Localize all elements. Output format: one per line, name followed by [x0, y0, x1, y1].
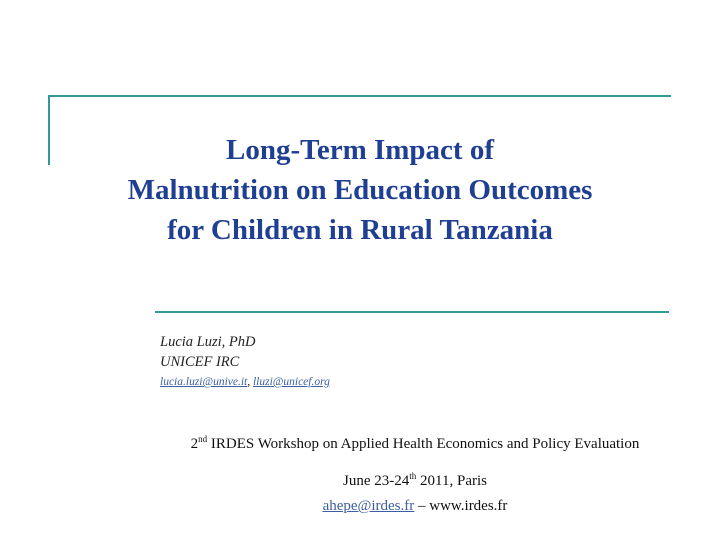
- accent-line-left: [48, 95, 50, 165]
- author-name: Lucia Luzi, PhD: [160, 334, 256, 350]
- date-rest: 2011, Paris: [416, 473, 487, 489]
- workshop-ordinal-number: 2: [190, 436, 199, 452]
- accent-line-top: [48, 95, 671, 97]
- email-separator: ,: [247, 376, 251, 388]
- contact-website: www.irdes.fr: [429, 498, 508, 514]
- author-email-link-2[interactable]: lluzi@unicef.org: [252, 376, 330, 388]
- author-email-link-1[interactable]: lucia.luzi@unive.it: [160, 376, 248, 388]
- date-prefix: June 23-24: [343, 473, 410, 489]
- contact-separator: –: [414, 498, 430, 514]
- event-date: [180, 471, 650, 490]
- contact-line: [180, 498, 650, 515]
- title-line-2: Malnutrition on Education Outcomes: [127, 174, 593, 206]
- workshop-ordinal-suffix: nd: [198, 434, 208, 444]
- date-suffix: th: [409, 471, 417, 481]
- title-line-1: Long-Term Impact of: [226, 134, 494, 166]
- contact-email-link[interactable]: ahepe@irdes.fr: [322, 498, 415, 514]
- author-affiliation: UNICEF IRC: [160, 354, 240, 370]
- slide-title: [60, 130, 660, 250]
- author-emails: [160, 372, 330, 392]
- author-block: [160, 332, 330, 392]
- title-line-3: for Children in Rural Tanzania: [167, 214, 553, 246]
- workshop-line: [180, 432, 650, 452]
- workshop-text: IRDES Workshop on Applied Health Economics and Policy Evaluation: [210, 436, 640, 452]
- accent-line-middle: [155, 311, 669, 313]
